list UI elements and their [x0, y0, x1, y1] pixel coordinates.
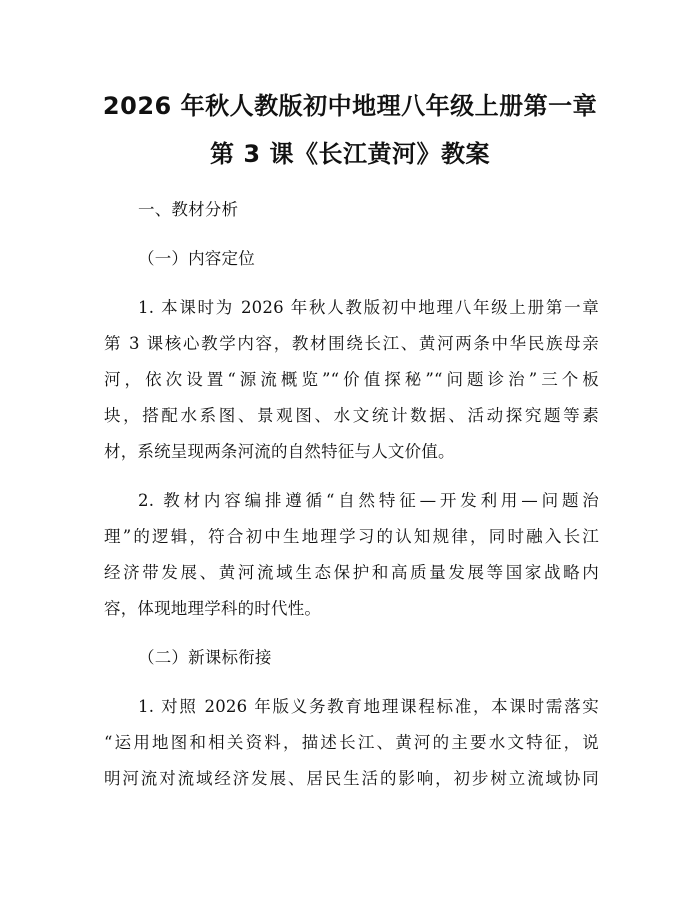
paragraph-2-line-4: 容，体现地理学科的时代性。 — [104, 599, 322, 618]
paragraph-1-line-3: 河，依次设置“源流概览”“价值探秘”“问题诊治”三个板 — [104, 370, 599, 389]
subsection-heading-new-curriculum-standards: （二）新课标衔接 — [138, 648, 272, 667]
paragraph-2-line-1: 2. 教材内容编排遵循“自然特征—开发利用—问题治 — [138, 491, 599, 510]
document-title-line-2: 第 3 课《长江黄河》教案 — [210, 140, 490, 168]
paragraph-1-line-2: 第 3 课核心教学内容，教材围绕长江、黄河两条中华民族母亲 — [104, 334, 599, 353]
section-heading-teaching-material-analysis: 一、教材分析 — [138, 200, 239, 219]
paragraph-1-line-5: 材，系统呈现两条河流的自然特征与人文价值。 — [104, 442, 455, 461]
paragraph-2-line-3: 经济带发展、黄河流域生态保护和高质量发展等国家战略内 — [104, 563, 599, 582]
paragraph-1-line-1: 1. 本课时为 2026 年秋人教版初中地理八年级上册第一章 — [138, 298, 599, 317]
paragraph-3-line-3: 明河流对流域经济发展、居民生活的影响，初步树立流域协同 — [104, 769, 599, 788]
paragraph-1-line-4: 块，搭配水系图、景观图、水文统计数据、活动探究题等素 — [104, 406, 599, 425]
paragraph-2-line-2: 理”的逻辑，符合初中生地理学习的认知规律，同时融入长江 — [104, 527, 599, 546]
subsection-heading-content-positioning: （一）内容定位 — [138, 249, 255, 268]
paragraph-3-line-1: 1. 对照 2026 年版义务教育地理课程标准，本课时需落实 — [138, 697, 599, 716]
document-title-line-1: 2026 年秋人教版初中地理八年级上册第一章 — [102, 92, 598, 120]
paragraph-3-line-2: “运用地图和相关资料，描述长江、黄河的主要水文特征，说 — [104, 733, 599, 752]
